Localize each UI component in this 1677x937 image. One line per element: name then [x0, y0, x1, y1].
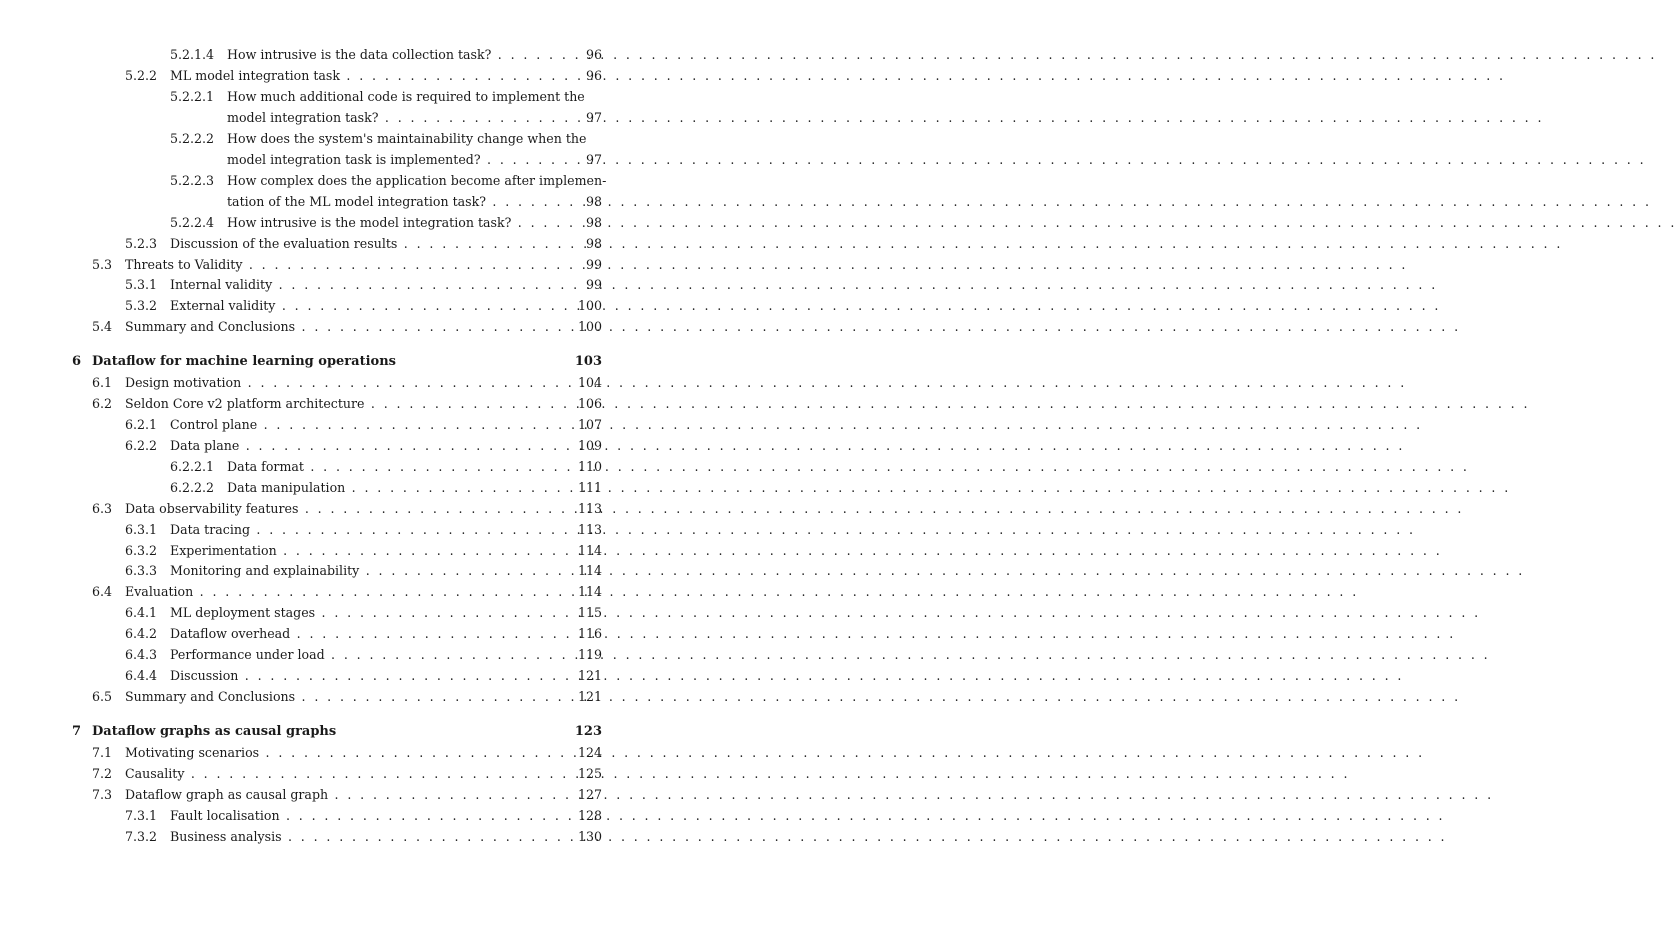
entry-title: Motivating scenarios: [125, 745, 260, 760]
entry-page: 100: [577, 298, 602, 313]
entry-title: Data manipulation: [227, 480, 346, 495]
entry-title: How does the system's maintainability change when the: [227, 131, 587, 146]
entry-page: 113: [577, 501, 602, 516]
entry-number: 6.4.3: [125, 647, 158, 662]
entry-title: Summary and Conclusions: [125, 319, 296, 334]
entry-page: 99: [585, 277, 602, 292]
entry-page: 98: [585, 194, 602, 209]
entry-number: 6.5: [92, 689, 113, 704]
entry-number: 7.2: [92, 766, 113, 781]
entry-title: Performance under load: [170, 647, 325, 662]
toc-entry-6-3[interactable]: [92, 500, 602, 518]
entry-page: 121: [577, 668, 602, 683]
entry-page: 111: [577, 480, 602, 495]
toc-entry-5-2-2-1[interactable]: [170, 88, 602, 106]
entry-title: Seldon Core v2 platform architecture: [125, 396, 365, 411]
entry-title: Discussion of the evaluation results: [170, 236, 398, 251]
entry-page: 121: [577, 689, 602, 704]
toc-entry-5-3-1[interactable]: [125, 276, 602, 294]
entry-number: 7.1: [92, 745, 113, 760]
entry-title: How intrusive is the model integration task?: [227, 215, 512, 230]
toc-chapter-7[interactable]: [72, 723, 602, 741]
entry-page: 109: [577, 438, 602, 453]
entry-title: Evaluation: [125, 584, 194, 599]
entry-number: 5.2.2.2: [170, 131, 215, 146]
entry-page: 96: [585, 47, 602, 62]
toc-entry-5-2-2-3[interactable]: [170, 172, 607, 190]
entry-page: 107: [577, 417, 602, 432]
toc-entry-6-1[interactable]: [92, 374, 602, 392]
entry-page: 119: [577, 647, 602, 662]
entry-title: External validity: [170, 298, 276, 313]
entry-number: 5.2.1.4: [170, 47, 215, 62]
entry-page: 130: [577, 829, 602, 844]
entry-number: 7.3.2: [125, 829, 158, 844]
chapter-title: Dataflow graphs as causal graphs: [92, 724, 337, 739]
entry-number: 6.4.4: [125, 668, 158, 683]
entry-number: 6.3: [92, 501, 113, 516]
entry-number: 6.2: [92, 396, 113, 411]
entry-number: 6.1: [92, 375, 113, 390]
toc-entry-6-4-2[interactable]: [125, 625, 602, 643]
entry-number: 5.2.3: [125, 236, 158, 251]
toc-entry-7-3[interactable]: [92, 786, 602, 804]
entry-number: 6.3.2: [125, 543, 158, 558]
entry-page: 125: [577, 766, 602, 781]
entry-title: How much additional code is required to implement the: [227, 89, 585, 104]
entry-title: Data observability features: [125, 501, 299, 516]
chapter-number: 7: [72, 724, 82, 739]
entry-page: 116: [577, 626, 602, 641]
toc-entry-7-2[interactable]: [92, 765, 602, 783]
entry-page: 115: [577, 605, 602, 620]
entry-title: Threats to Validity: [125, 257, 243, 272]
entry-title: Discussion: [170, 668, 239, 683]
toc-entry-6-4-1[interactable]: [125, 604, 602, 622]
toc-entry-6-4[interactable]: [92, 583, 602, 601]
entry-title: Experimentation: [170, 543, 277, 558]
toc-page: [0, 0, 644, 937]
entry-page: 106: [577, 396, 602, 411]
toc-chapter-6[interactable]: [72, 353, 602, 371]
toc-entry-6-3-1[interactable]: [125, 521, 602, 539]
entry-title: Causality: [125, 766, 185, 781]
toc-entry-6-3-2[interactable]: [125, 542, 602, 560]
toc-entry-5-2-2[interactable]: [125, 67, 602, 85]
toc-entry-5-2-2-4[interactable]: [170, 214, 602, 232]
entry-title: Dataflow overhead: [170, 626, 291, 641]
chapter-number: 6: [72, 354, 82, 369]
entry-number: 5.2.2: [125, 68, 158, 83]
entry-title: Dataflow graph as causal graph: [125, 787, 329, 802]
entry-title: Data format: [227, 459, 304, 474]
toc-entry-7-3-2[interactable]: [125, 828, 602, 846]
toc-entry-6-2-2[interactable]: [125, 437, 602, 455]
entry-title: ML model integration task: [170, 68, 341, 83]
toc-entry-6-2-2-2[interactable]: [170, 479, 602, 497]
entry-page: 97: [585, 152, 602, 167]
entry-title: model integration task?: [227, 110, 379, 125]
entry-page: 98: [585, 236, 602, 251]
entry-title: Data tracing: [170, 522, 251, 537]
entry-title: Internal validity: [170, 277, 273, 292]
entry-page: 113: [577, 522, 602, 537]
entry-number: 5.2.2.4: [170, 215, 215, 230]
toc-entry-5-2-2-2-cont[interactable]: [170, 151, 602, 169]
entry-page: 127: [577, 787, 602, 802]
entry-title: ML deployment stages: [170, 605, 316, 620]
entry-number: 7.3: [92, 787, 113, 802]
toc-entry-6-4-4[interactable]: [125, 667, 602, 685]
entry-page: 104: [577, 375, 602, 390]
entry-number: 5.3: [92, 257, 113, 272]
entry-number: 5.2.2.3: [170, 173, 215, 188]
entry-title: Data plane: [170, 438, 240, 453]
entry-number: 5.3.2: [125, 298, 158, 313]
entry-number: 6.4.2: [125, 626, 158, 641]
toc-entry-5-4[interactable]: [92, 318, 602, 336]
entry-number: 5.3.1: [125, 277, 158, 292]
toc-entry-6-2-2-1[interactable]: [170, 458, 602, 476]
entry-number: 6.4.1: [125, 605, 158, 620]
toc-entry-5-2-3[interactable]: [125, 235, 602, 253]
entry-number: 6.4: [92, 584, 113, 599]
entry-number: 6.2.2.2: [170, 480, 215, 495]
entry-title: How complex does the application become after implemen-: [227, 173, 607, 188]
entry-page: 128: [577, 808, 602, 823]
chapter-page: 103: [574, 354, 602, 369]
toc-entry-6-2[interactable]: [92, 395, 602, 413]
entry-title: tation of the ML model integration task?: [227, 194, 487, 209]
chapter-page: 123: [574, 724, 602, 739]
entry-page: 100: [577, 319, 602, 334]
entry-number: 7.3.1: [125, 808, 158, 823]
toc-entry-5-3-2[interactable]: [125, 297, 602, 315]
entry-page: 110: [577, 459, 602, 474]
entry-number: 6.3.3: [125, 563, 158, 578]
toc-entry-7-3-1[interactable]: [125, 807, 602, 825]
toc-entry-5-2-2-2[interactable]: [170, 130, 602, 148]
toc-entry-6-3-3[interactable]: [125, 562, 602, 580]
entry-page: 114: [577, 543, 602, 558]
entry-title: Design motivation: [125, 375, 242, 390]
entry-number: 5.4: [92, 319, 113, 334]
toc-entry-5-2-2-3-cont[interactable]: [170, 193, 602, 211]
toc-entry-6-5[interactable]: [92, 688, 602, 706]
toc-entry-6-2-1[interactable]: [125, 416, 602, 434]
toc-entry-5-2-1-4[interactable]: [170, 46, 602, 64]
entry-page: 97: [585, 110, 602, 125]
entry-number: 5.2.2.1: [170, 89, 215, 104]
entry-title: model integration task is implemented?: [227, 152, 481, 167]
toc-entry-5-3[interactable]: [92, 256, 602, 274]
entry-number: 6.2.2.1: [170, 459, 215, 474]
toc-entry-6-4-3[interactable]: [125, 646, 602, 664]
entry-page: 99: [585, 257, 602, 272]
entry-page: 96: [585, 68, 602, 83]
entry-page: 124: [577, 745, 602, 760]
entry-page: 98: [585, 215, 602, 230]
entry-title: Fault localisation: [170, 808, 280, 823]
chapter-title: Dataflow for machine learning operations: [92, 354, 396, 369]
entry-number: 6.3.1: [125, 522, 158, 537]
toc-entry-7-1[interactable]: [92, 744, 602, 762]
entry-number: 6.2.1: [125, 417, 158, 432]
entry-page: 114: [577, 563, 602, 578]
entry-title: How intrusive is the data collection task?: [227, 47, 492, 62]
entry-title: Control plane: [170, 417, 258, 432]
toc-entry-5-2-2-1-cont[interactable]: [170, 109, 602, 127]
entry-page: 114: [577, 584, 602, 599]
entry-title: Business analysis: [170, 829, 282, 844]
entry-title: Summary and Conclusions: [125, 689, 296, 704]
entry-number: 6.2.2: [125, 438, 158, 453]
entry-title: Monitoring and explainability: [170, 563, 360, 578]
